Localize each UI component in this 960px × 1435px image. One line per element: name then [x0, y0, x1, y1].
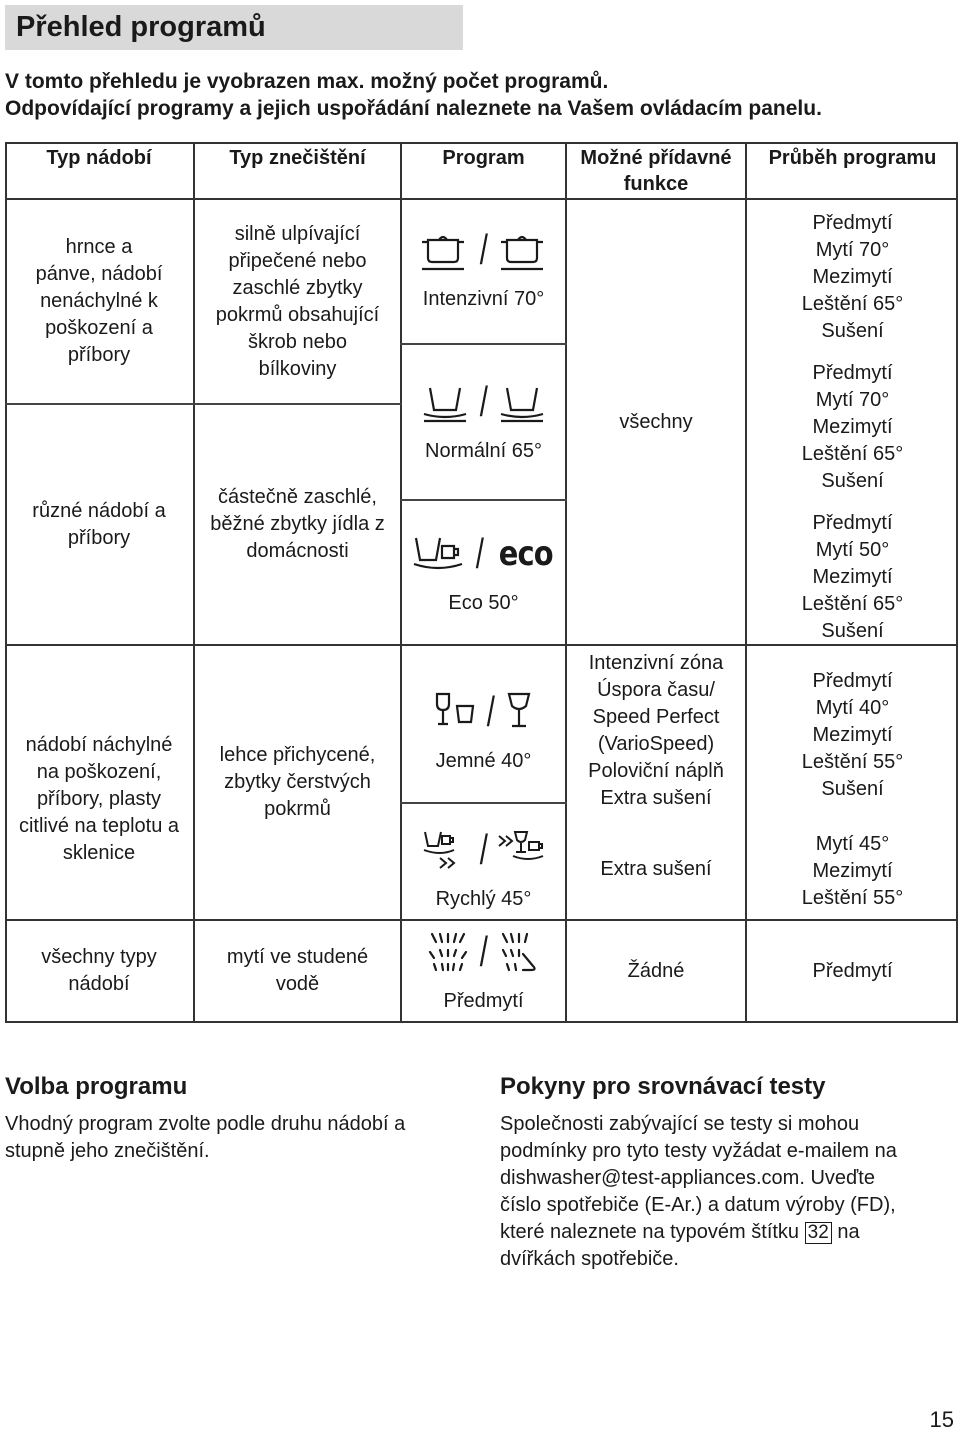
cell-line: mytí ve studené: [226, 946, 369, 968]
program-quick: [402, 822, 565, 912]
cell-line: pokrmů: [264, 798, 331, 820]
pot-icon: [418, 228, 470, 272]
cell-line: Předmytí: [812, 669, 893, 692]
cell-line: Předmytí: [812, 511, 893, 534]
dish-type-cell: [5, 200, 193, 403]
cell-line: běžné zbytky jídla z: [210, 513, 385, 535]
header-sequence: Průběh programu: [768, 147, 937, 169]
eco-label: eco: [498, 534, 553, 574]
body-line: [500, 1219, 897, 1246]
cell-line: Leštění 55°: [801, 886, 904, 909]
glass-cup-icon: [433, 690, 477, 734]
rating-label-number: 32: [805, 1222, 832, 1244]
section-title-volba: Volba programu: [5, 1073, 188, 1100]
header-options-line: funkce: [623, 173, 689, 195]
spray-icon: [426, 930, 470, 974]
program-overview-table: [5, 142, 958, 1023]
sequence-cell: [747, 354, 958, 500]
cell-line: domácnosti: [246, 540, 349, 562]
cell-line: Poloviční náplň: [588, 760, 724, 782]
cell-line: všechny typy: [41, 946, 157, 968]
cell-line: Sušení: [821, 619, 884, 642]
intro-line: V tomto přehledu je vyobrazen max. možný počet programů.: [5, 70, 609, 93]
cell-line: bílkoviny: [258, 357, 337, 380]
cell-line: Mezimytí: [812, 723, 893, 746]
header-dish-type: Typ nádobí: [46, 147, 152, 169]
body-text: na: [837, 1221, 860, 1243]
program-icons: [420, 374, 548, 430]
body-line: Vhodný program zvolte podle druhu nádobí a: [5, 1113, 406, 1135]
cell-line: škrob nebo: [248, 330, 347, 353]
program-name: Normální 65°: [425, 440, 542, 462]
cell-line: Intenzivní zóna: [588, 652, 724, 674]
cell-line: různé nádobí a: [32, 499, 166, 522]
sequence-cell: [747, 826, 958, 916]
cell-line: příbory: [67, 526, 131, 549]
soil-type-cell: [195, 200, 400, 403]
header-soil-type: Typ znečištění: [229, 147, 366, 169]
cell-line: (VarioSpeed): [597, 733, 715, 755]
cell-line: pokrmů obsahující: [215, 303, 380, 326]
cell-line: Předmytí: [812, 361, 893, 384]
program-icons: [422, 822, 546, 878]
body-line: dvířkách spotřebiče.: [500, 1248, 679, 1270]
cell-line: pánve, nádobí: [35, 263, 163, 285]
program-normal: [402, 374, 565, 464]
body-line: dishwasher@test-appliances.com. Uveďte: [500, 1167, 875, 1189]
spray-hand-icon: [497, 930, 541, 974]
section-body-volba: [5, 1111, 405, 1165]
slash-separator: /: [486, 688, 495, 735]
program-name: Jemné 40°: [435, 750, 532, 772]
cell-line: Sušení: [821, 469, 884, 492]
soil-type-cell: [195, 921, 400, 1021]
program-icons: [418, 222, 550, 278]
cell-line: Mezimytí: [812, 415, 893, 438]
cell-line: Mytí 40°: [815, 696, 890, 719]
section-title-pokyny: Pokyny pro srovnávací testy: [500, 1073, 826, 1100]
options-cell: všechny: [619, 410, 693, 433]
soil-type-cell: [195, 646, 400, 919]
cell-line: lehce přichycené,: [219, 744, 376, 766]
slash-separator: /: [479, 928, 488, 975]
intro-text: [5, 68, 822, 122]
program-icons: [410, 526, 557, 582]
dishes-icon: [420, 380, 470, 424]
dish-type-cell: [5, 646, 193, 919]
sequence-cell: Předmytí: [812, 959, 893, 982]
body-line: stupně jeho znečištění.: [5, 1140, 210, 1162]
cell-line: Úspora času/: [597, 679, 715, 701]
body-line: podmínky pro tyto testy vyžádat e-mailem na: [500, 1140, 897, 1162]
dish-type-cell: [5, 405, 193, 644]
cell-line: nenáchylné k: [40, 290, 158, 312]
cell-line: příbory, plasty: [36, 788, 162, 810]
quick-glass-icon: [497, 828, 545, 872]
sequence-cell: [747, 204, 958, 350]
cell-line: poškození a: [45, 317, 153, 339]
program-name: Eco 50°: [448, 592, 519, 614]
sequence-cell: [747, 662, 958, 808]
slash-separator: /: [479, 226, 488, 273]
slash-separator: /: [479, 826, 488, 873]
cell-line: Leštění 55°: [801, 750, 904, 773]
cell-line: zbytky čerstvých: [224, 771, 371, 793]
row-line: [400, 499, 567, 501]
soil-type-cell: [195, 405, 400, 644]
program-intensive: [402, 222, 565, 312]
header-program: Program: [442, 147, 525, 169]
slash-separator: /: [479, 378, 488, 425]
slash-separator: /: [475, 530, 484, 577]
options-cell: Žádné: [627, 959, 685, 982]
intro-line: Odpovídající programy a jejich uspořádání naleznete na Vašem ovládacím panelu.: [5, 97, 822, 120]
dishes-icon: [497, 380, 547, 424]
cell-line: Speed Perfect: [592, 706, 720, 728]
cell-line: Extra sušení: [600, 787, 712, 809]
quick-dishes-icon: [422, 828, 470, 872]
cell-line: vodě: [275, 973, 320, 995]
program-gentle: [402, 684, 565, 774]
page-number: 15: [929, 1407, 954, 1432]
header-options-line: Možné přídavné: [580, 147, 732, 169]
header-options: [567, 142, 745, 198]
program-eco: [402, 526, 565, 616]
program-icons: [433, 684, 535, 740]
cell-line: Mytí 45°: [815, 832, 890, 855]
program-icons: [426, 924, 542, 980]
cell-line: Leštění 65°: [801, 592, 904, 615]
cell-line: Sušení: [821, 777, 884, 800]
cell-line: na poškození,: [36, 761, 162, 783]
cell-line: Leštění 65°: [801, 442, 904, 465]
pot-icon: [497, 228, 549, 272]
cell-line: citlivé na teplotu a: [18, 815, 180, 837]
options-cell: [567, 646, 745, 816]
cell-line: zaschlé zbytky: [232, 276, 363, 299]
program-name: Rychlý 45°: [435, 888, 532, 910]
wine-glass-icon: [504, 690, 534, 734]
cup-plate-icon: [410, 532, 466, 576]
cell-line: Mytí 50°: [815, 538, 890, 561]
cell-line: Mytí 70°: [815, 388, 890, 411]
row-line: [400, 802, 567, 804]
table-border-bottom: [5, 1021, 958, 1023]
cell-line: příbory: [67, 344, 131, 366]
cell-line: nádobí náchylné: [25, 734, 173, 756]
section-body-pokyny: [500, 1111, 897, 1273]
sequence-cell: [747, 504, 958, 650]
cell-line: hrnce a: [65, 236, 133, 258]
cell-line: připečené nebo: [228, 249, 367, 272]
program-name: Předmytí: [443, 990, 524, 1012]
page-title: Přehled programů: [5, 5, 463, 50]
dish-type-cell: [5, 921, 193, 1021]
body-line: číslo spotřebiče (E-Ar.) a datum výroby (FD),: [500, 1194, 896, 1216]
cell-line: sklenice: [62, 842, 136, 864]
body-text: které naleznete na typovém štítku: [500, 1221, 800, 1243]
cell-line: Mezimytí: [812, 565, 893, 588]
cell-line: Mezimytí: [812, 265, 893, 288]
cell-line: Sušení: [821, 319, 884, 342]
cell-line: Mytí 70°: [815, 238, 890, 261]
cell-line: nádobí: [68, 973, 130, 995]
options-cell: Extra sušení: [600, 857, 712, 880]
cell-line: Leštění 65°: [801, 292, 904, 315]
program-prewash: [402, 924, 565, 1014]
cell-line: Předmytí: [812, 211, 893, 234]
cell-line: silně ulpívající: [234, 222, 361, 245]
row-line: [400, 343, 567, 345]
cell-line: Mezimytí: [812, 859, 893, 882]
cell-line: částečně zaschlé,: [218, 486, 377, 508]
program-name: Intenzivní 70°: [422, 288, 545, 310]
body-line: Společnosti zabývající se testy si mohou: [500, 1113, 860, 1135]
